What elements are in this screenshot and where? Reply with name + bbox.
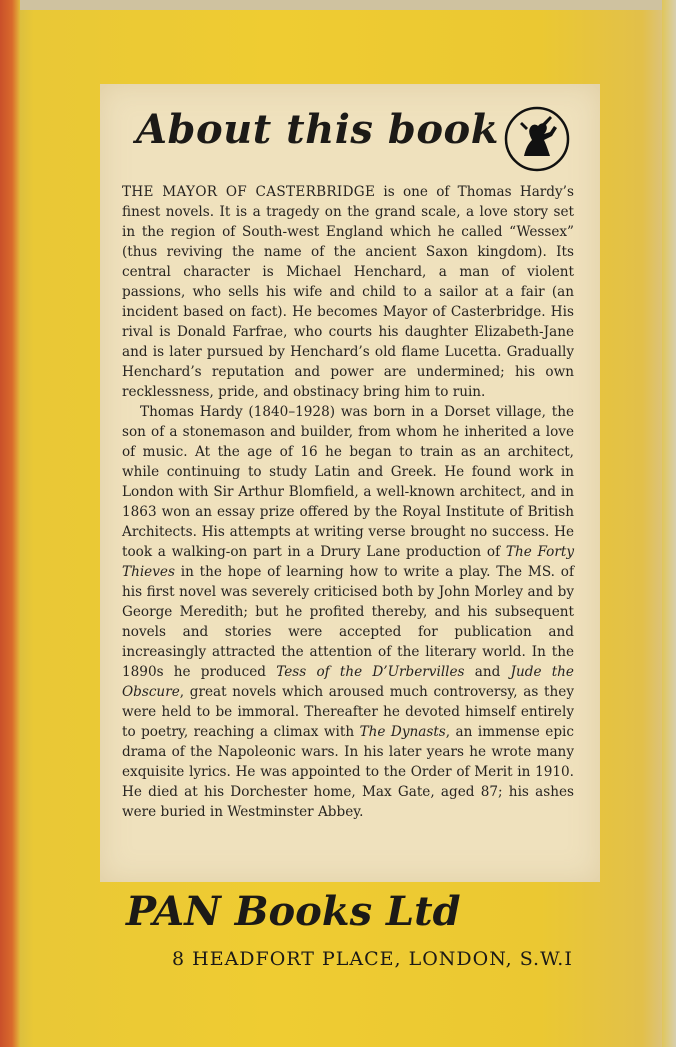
publisher-name: PAN Books Ltd xyxy=(126,888,461,935)
synopsis-paragraph xyxy=(122,182,574,402)
bio-text-d: , great novels which aroused much controversy, as they were held to be immoral. Thereafter he devoted himself entirely to poetry, reaching a climax with xyxy=(122,684,574,740)
top-edge xyxy=(0,0,676,10)
work-title: The Dynasts xyxy=(359,724,446,740)
book-title: THE MAYOR OF CASTERBRIDGE xyxy=(122,184,376,200)
work-title: Tess of the D’Urbervilles xyxy=(276,664,465,680)
bio-text-c: and xyxy=(464,664,511,680)
blurb-heading: About this book xyxy=(136,106,499,153)
bio-text-a: Thomas Hardy (1840–1928) was born in a Dorset village, the son of a stonemason and builder, from whom he inherited a love of music. At the age of 16 he began to train as an architect, while continuing to study Latin and Greek. He found work in London with Sir Arthur Blomfield, a well-known architect, and in 1863 won an essay prize offered by the Royal Institute of British Architects. His attempts at writing verse brought no success. He took a walking-on part in a Drury Lane production of xyxy=(122,404,574,560)
synopsis-text: is one of Thomas Hardy’s finest novels. It is a tragedy on the grand scale, a love story set in the region of South-west England which he called “Wessex” (thus reviving the name of the ancient Saxon kingdom). Its central character is Michael Henchard, a man of violent passions, who sells his wife and child to a sailor at a fair (an incident based on fact). He becomes Mayor of Casterbridge. His rival is Donald Farfrae, who courts his daughter Elizabeth-Jane and is later pursued by Henchard’s old flame Lucetta. Gradually Henchard’s reputation and power are undermined; his own recklessness, pride, and obstinacy bring him to ruin. xyxy=(122,184,574,400)
biography-paragraph xyxy=(122,402,574,822)
page-edge xyxy=(662,0,676,1047)
blurb-text xyxy=(122,182,574,822)
spine-edge xyxy=(0,0,20,1047)
bio-text-b: in the hope of learning how to write a play. The MS. of his first novel was severely criticised both by John Morley and by George Meredith; but he profited thereby, and his subsequent novels and stories were accepted for publication and increasingly attracted the attention of the literary world. In the 1890s he produced xyxy=(122,564,574,680)
publisher-address: 8 HEADFORT PLACE, LONDON, S.W.I xyxy=(172,948,573,970)
bio-text-e: , an immense epic drama of the Napoleonic wars. In his later years he wrote many exquisite lyrics. He was appointed to the Order of Merit in 1910. He died at his Dorchester home, Max Gate, aged 87; his ashes were buried in Westminster Abbey. xyxy=(122,724,574,820)
work-title: Jude the Obscure xyxy=(122,664,574,700)
work-title: The Forty Thieves xyxy=(122,544,575,580)
blurb-panel xyxy=(100,84,600,882)
pan-piper-icon xyxy=(504,106,570,172)
